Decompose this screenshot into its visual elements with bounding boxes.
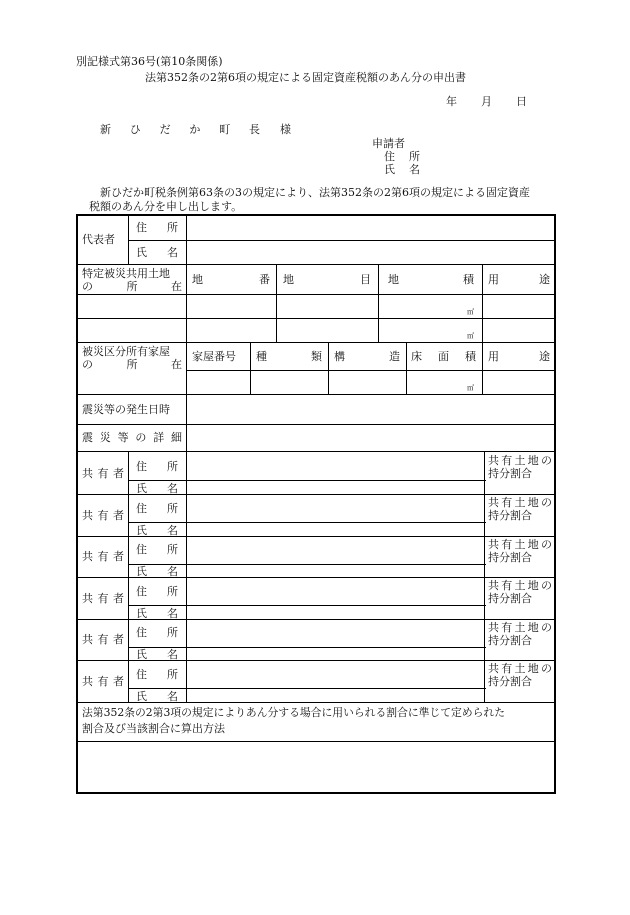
applicant-label: 申請者 — [372, 137, 405, 150]
disaster-date-label: 震災等の発生日時 — [82, 403, 170, 416]
land-category-header: 地 目 — [283, 273, 371, 286]
applicant-name-label: 氏 名 — [384, 163, 420, 176]
co-owner-name-label-3: 氏 名 — [136, 565, 178, 578]
co-owner-address-label-4: 住 所 — [136, 585, 178, 598]
co-owner-share-label-3: 共 有 土 地 の — [488, 538, 552, 551]
co-owner-share-label-1b: 持分割合 — [488, 467, 532, 480]
co-owner-address-label-1: 住 所 — [136, 460, 178, 473]
co-owner-label-5: 共 有 者 — [82, 633, 124, 646]
building-location-label-1: 被災区分所有家屋 — [82, 345, 170, 358]
building-type-header: 種 類 — [256, 350, 322, 363]
co-owner-share-label-5b: 持分割合 — [488, 634, 532, 647]
application-table — [76, 214, 556, 794]
applicant-address-label: 住 所 — [384, 150, 420, 163]
co-owner-label-3: 共 有 者 — [82, 550, 124, 563]
land-location-label-2: の 所 在 — [82, 280, 182, 293]
co-owner-name-label-4: 氏 名 — [136, 607, 178, 620]
land-lot-header: 地 番 — [192, 273, 270, 286]
co-owner-name-label-1: 氏 名 — [136, 482, 178, 495]
representative-name-label: 氏 名 — [136, 246, 178, 259]
co-owner-share-label-4: 共 有 土 地 の — [488, 579, 552, 592]
building-floor-area-header: 床 面 積 — [411, 350, 476, 363]
co-owner-label-2: 共 有 者 — [82, 509, 124, 522]
date-year-label: 年 — [446, 95, 457, 108]
honorific: 様 — [280, 123, 291, 136]
co-owner-share-label-2b: 持分割合 — [488, 509, 532, 522]
co-owner-share-label-5: 共 有 土 地 の — [488, 621, 552, 634]
co-owner-name-label-6: 氏 名 — [136, 690, 178, 703]
co-owner-name-label-5: 氏 名 — [136, 648, 178, 661]
land-use-header: 用 途 — [488, 273, 550, 286]
building-location-label-2: の 所 在 — [82, 358, 182, 371]
land-area-header: 地 積 — [388, 273, 474, 286]
method-label-2: 割合及び当該割合に算出方法 — [82, 722, 225, 735]
date-day-label: 日 — [516, 95, 527, 108]
addressee: 新 ひ だ か 町 長 — [100, 123, 260, 136]
land-area-unit-1: ㎡ — [467, 308, 474, 316]
co-owner-share-label-6b: 持分割合 — [488, 675, 532, 688]
co-owner-share-label-6: 共 有 土 地 の — [488, 662, 552, 675]
co-owner-label-6: 共 有 者 — [82, 675, 124, 688]
co-owner-label-4: 共 有 者 — [82, 592, 124, 605]
co-owner-address-label-3: 住 所 — [136, 543, 178, 556]
co-owner-name-label-2: 氏 名 — [136, 524, 178, 537]
representative-label: 代表者 — [82, 233, 115, 246]
building-use-header: 用 途 — [488, 350, 550, 363]
co-owner-share-label-2: 共 有 土 地 の — [488, 496, 552, 509]
co-owner-address-label-6: 住 所 — [136, 668, 178, 681]
co-owner-address-label-5: 住 所 — [136, 626, 178, 639]
co-owner-address-label-2: 住 所 — [136, 502, 178, 515]
land-area-unit-2: ㎡ — [467, 332, 474, 340]
co-owner-share-label-3b: 持分割合 — [488, 551, 532, 564]
intro-line-1: 新ひだか町税条例第63条の3の規定により、法第352条の2第6項の規定による固定資産 — [100, 186, 530, 199]
co-owner-share-label-4b: 持分割合 — [488, 592, 532, 605]
building-structure-header: 構 造 — [334, 350, 400, 363]
disaster-detail-label: 震 災 等 の 詳 細 — [82, 431, 182, 444]
representative-address-label: 住 所 — [136, 221, 178, 234]
building-house-no-header: 家屋番号 — [192, 350, 236, 363]
land-location-label-1: 特定被災共用土地 — [82, 267, 170, 280]
co-owner-label-1: 共 有 者 — [82, 467, 124, 480]
building-area-unit: ㎡ — [467, 384, 474, 392]
co-owner-share-label-1: 共 有 土 地 の — [488, 454, 552, 467]
form-number: 別記様式第36号(第10条関係) — [76, 55, 223, 68]
method-label-1: 法第352条の2第3項の規定によりあん分する場合に用いられる割合に準じて定められた — [82, 706, 506, 719]
date-month-label: 月 — [481, 95, 492, 108]
form-title: 法第352条の2第6項の規定による固定資産税額のあん分の申出書 — [145, 71, 466, 84]
intro-line-2: 税額のあん分を申し出します。 — [89, 200, 243, 213]
